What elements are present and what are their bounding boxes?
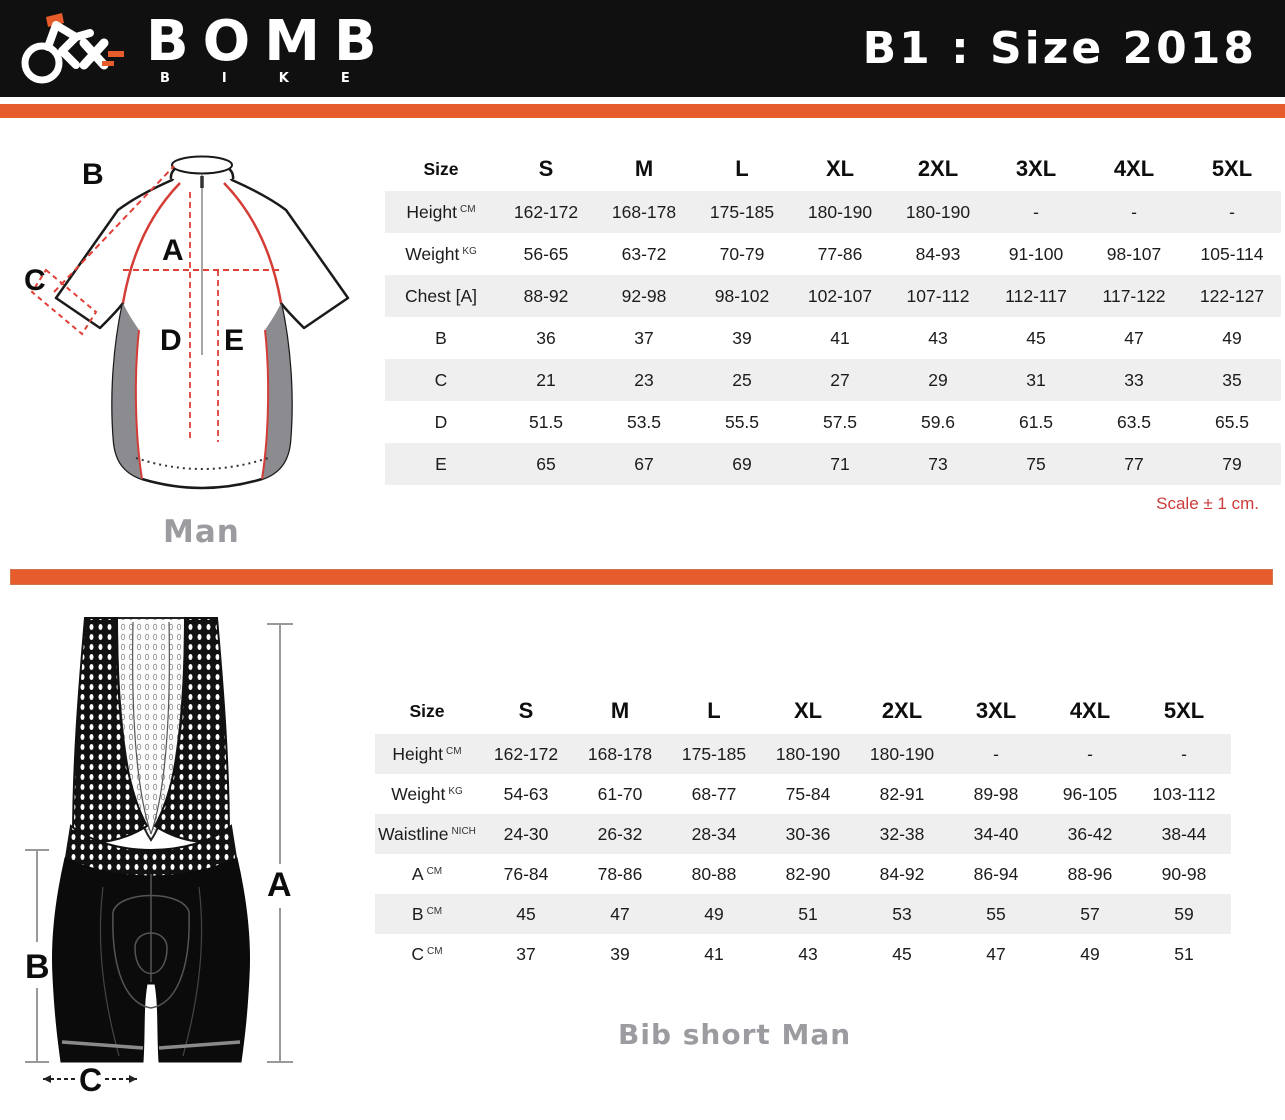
value-cell: 47 <box>986 943 1006 964</box>
header-bar <box>0 0 1285 97</box>
value-cell: 79 <box>1222 453 1242 474</box>
table-header-row <box>375 688 1231 734</box>
value-cell: 57 <box>1080 903 1100 924</box>
value-cell: 168-178 <box>611 201 677 222</box>
table-row <box>385 359 1281 401</box>
collar-opening <box>172 157 232 174</box>
value-cell: 29 <box>928 369 948 390</box>
value-cell: 105-114 <box>1200 243 1264 264</box>
value-cell: 30-36 <box>785 823 831 844</box>
size-header-cell: M <box>634 156 654 181</box>
logo-text-block <box>146 8 402 86</box>
size-header-cell: S <box>538 156 554 181</box>
bib-size-table <box>375 688 1231 974</box>
size-header-cell: XL <box>793 698 823 723</box>
row-label-cell: Height $^{CM}$ <box>406 201 476 222</box>
value-cell: 75 <box>1026 453 1046 474</box>
value-cell: - <box>1181 743 1187 764</box>
value-cell: 65 <box>536 453 556 474</box>
table-row <box>375 814 1231 854</box>
value-cell: 38-44 <box>1161 823 1207 844</box>
value-cell: 112-117 <box>1005 285 1067 306</box>
value-cell: 23 <box>634 369 654 390</box>
value-cell: 84-93 <box>915 243 961 264</box>
page-title: B1 : Size 2018 <box>862 23 1257 74</box>
value-cell: 43 <box>798 943 818 964</box>
value-cell: 78-86 <box>597 863 643 884</box>
row-label-cell: Chest [A] <box>405 285 477 306</box>
value-cell: 162-172 <box>493 743 559 764</box>
value-cell: 45 <box>892 943 912 964</box>
value-cell: 41 <box>704 943 724 964</box>
value-cell: 51.5 <box>528 411 564 432</box>
table-row <box>385 191 1281 233</box>
value-cell: 51 <box>798 903 818 924</box>
value-cell: - <box>1033 201 1039 222</box>
value-cell: 55 <box>986 903 1006 924</box>
table-row <box>385 443 1281 485</box>
value-cell: 47 <box>1124 327 1144 348</box>
size-header-cell: L <box>735 156 749 181</box>
cyclist-logo-icon <box>18 7 138 91</box>
value-cell: - <box>993 743 999 764</box>
jersey-label-d: D <box>160 324 182 357</box>
jersey-label-e: E <box>224 324 245 357</box>
row-label-cell: Weight $^{KG}$ <box>391 783 463 804</box>
table-header-row <box>385 147 1281 191</box>
jersey-caption: Man <box>163 514 240 550</box>
value-cell: 45 <box>1026 327 1046 348</box>
value-cell: - <box>1131 201 1137 222</box>
value-cell: 162-172 <box>513 201 579 222</box>
value-cell: 49 <box>1222 327 1242 348</box>
value-cell: 39 <box>610 943 630 964</box>
value-cell: 61.5 <box>1018 411 1054 432</box>
size-header-cell: S <box>518 698 534 723</box>
bib-label-b: B <box>25 948 50 986</box>
table-row <box>385 401 1281 443</box>
value-cell: 36 <box>536 327 556 348</box>
value-cell: 84-92 <box>879 863 925 884</box>
value-cell: 53.5 <box>626 411 662 432</box>
row-label-cell: E <box>435 453 447 474</box>
value-cell: 180-190 <box>775 743 841 764</box>
speed-dash <box>102 61 114 66</box>
value-cell: 53 <box>892 903 912 924</box>
value-cell: 28-34 <box>691 823 737 844</box>
size-header-cell: 3XL <box>975 698 1017 723</box>
table-row <box>375 734 1231 774</box>
value-cell: 59 <box>1174 903 1194 924</box>
row-label-cell: C <box>434 369 448 390</box>
value-cell: - <box>1229 201 1235 222</box>
logo-sub-wordmark: BIKE <box>160 70 402 86</box>
table-row <box>375 774 1231 814</box>
x-shape <box>84 43 104 65</box>
value-cell: 47 <box>610 903 630 924</box>
size-column-header: Size <box>423 158 459 179</box>
value-cell: 39 <box>732 327 752 348</box>
value-cell: 82-91 <box>879 783 925 804</box>
size-header-cell: 4XL <box>1069 698 1111 723</box>
value-cell: 98-102 <box>714 285 770 306</box>
value-cell: 89-98 <box>973 783 1019 804</box>
bib-label-a: A <box>267 866 292 904</box>
value-cell: 90-98 <box>1161 863 1207 884</box>
value-cell: 102-107 <box>807 285 873 306</box>
jersey-size-table <box>385 147 1281 485</box>
value-cell: 180-190 <box>807 201 873 222</box>
value-cell: 56-65 <box>523 243 569 264</box>
value-cell: 65.5 <box>1214 411 1250 432</box>
value-cell: 54-63 <box>503 783 549 804</box>
size-header-cell: 3XL <box>1015 156 1057 181</box>
logo-wordmark: BOMB <box>146 8 391 74</box>
row-label-cell: A $^{CM}$ <box>411 863 443 884</box>
jersey-label-c: C <box>24 264 46 297</box>
value-cell: 61-70 <box>597 783 643 804</box>
value-cell: 91-100 <box>1008 243 1064 264</box>
measure-line-a <box>267 624 293 1062</box>
value-cell: 88-92 <box>523 285 569 306</box>
row-label-cell: D <box>434 411 448 432</box>
bib-short-diagram <box>15 612 345 1112</box>
table-row <box>375 894 1231 934</box>
value-cell: 59.6 <box>920 411 956 432</box>
value-cell: 82-90 <box>785 863 831 884</box>
jersey-diagram <box>22 136 384 496</box>
speed-dash <box>108 51 124 57</box>
wheel-shape <box>25 46 59 80</box>
size-header-cell: XL <box>825 156 855 181</box>
size-header-cell: L <box>707 698 721 723</box>
value-cell: 70-79 <box>719 243 765 264</box>
value-cell: 43 <box>928 327 948 348</box>
value-cell: 175-185 <box>709 201 775 222</box>
value-cell: 33 <box>1124 369 1144 390</box>
row-label-cell: Weight $^{KG}$ <box>405 243 477 264</box>
row-label-cell: B $^{CM}$ <box>411 903 443 924</box>
value-cell: 180-190 <box>869 743 935 764</box>
value-cell: 27 <box>830 369 850 390</box>
value-cell: 71 <box>830 453 850 474</box>
value-cell: 32-38 <box>879 823 925 844</box>
value-cell: 37 <box>516 943 536 964</box>
row-label-cell: Waistline $^{NICH}$ <box>378 823 476 844</box>
value-cell: 37 <box>634 327 654 348</box>
table-row <box>385 317 1281 359</box>
jersey-label-a: A <box>162 234 184 267</box>
value-cell: 77-86 <box>817 243 863 264</box>
value-cell: 41 <box>830 327 850 348</box>
value-cell: 63.5 <box>1116 411 1152 432</box>
size-header-cell: 2XL <box>917 156 959 181</box>
value-cell: 25 <box>732 369 752 390</box>
value-cell: 36-42 <box>1067 823 1113 844</box>
value-cell: 73 <box>928 453 948 474</box>
value-cell: 103-112 <box>1152 783 1216 804</box>
value-cell: 24-30 <box>503 823 549 844</box>
value-cell: 168-178 <box>587 743 653 764</box>
value-cell: 107-112 <box>906 285 970 306</box>
header-accent-stripe <box>0 104 1285 118</box>
value-cell: 122-127 <box>1199 285 1265 306</box>
value-cell: - <box>1087 743 1093 764</box>
value-cell: 117-122 <box>1102 285 1166 306</box>
value-cell: 68-77 <box>691 783 737 804</box>
value-cell: 26-32 <box>597 823 643 844</box>
size-header-cell: 5XL <box>1163 698 1205 723</box>
size-header-cell: 2XL <box>881 698 923 723</box>
value-cell: 55.5 <box>724 411 760 432</box>
table-row <box>375 854 1231 894</box>
value-cell: 180-190 <box>905 201 971 222</box>
value-cell: 49 <box>1080 943 1100 964</box>
value-cell: 75-84 <box>785 783 831 804</box>
table-row <box>385 275 1281 317</box>
value-cell: 63-72 <box>621 243 667 264</box>
value-cell: 31 <box>1026 369 1046 390</box>
value-cell: 92-98 <box>621 285 667 306</box>
value-cell: 51 <box>1174 943 1194 964</box>
value-cell: 69 <box>732 453 752 474</box>
value-cell: 76-84 <box>503 863 549 884</box>
scale-note: Scale ± 1 cm. <box>1156 494 1259 513</box>
value-cell: 45 <box>516 903 536 924</box>
bib-caption: Bib short Man <box>618 1018 852 1051</box>
section-divider <box>10 569 1273 585</box>
value-cell: 80-88 <box>691 863 737 884</box>
table-row <box>385 233 1281 275</box>
value-cell: 86-94 <box>973 863 1019 884</box>
value-cell: 77 <box>1124 453 1144 474</box>
size-header-cell: M <box>610 698 630 723</box>
value-cell: 21 <box>536 369 556 390</box>
size-header-cell: 4XL <box>1113 156 1155 181</box>
brand-logo <box>18 4 402 94</box>
table-row <box>375 934 1231 974</box>
size-header-cell: 5XL <box>1211 156 1253 181</box>
value-cell: 57.5 <box>822 411 858 432</box>
row-label-cell: B <box>435 327 447 348</box>
row-label-cell: C $^{CM}$ <box>411 943 443 964</box>
bib-label-c: C <box>79 1062 103 1098</box>
value-cell: 35 <box>1222 369 1242 390</box>
value-cell: 67 <box>634 453 654 474</box>
value-cell: 88-96 <box>1067 863 1113 884</box>
size-column-header: Size <box>409 700 445 721</box>
value-cell: 96-105 <box>1062 783 1118 804</box>
jersey-label-b: B <box>82 158 104 191</box>
value-cell: 49 <box>704 903 724 924</box>
row-label-cell: Height $^{CM}$ <box>392 743 462 764</box>
value-cell: 34-40 <box>973 823 1019 844</box>
value-cell: 175-185 <box>681 743 747 764</box>
value-cell: 98-107 <box>1106 243 1162 264</box>
